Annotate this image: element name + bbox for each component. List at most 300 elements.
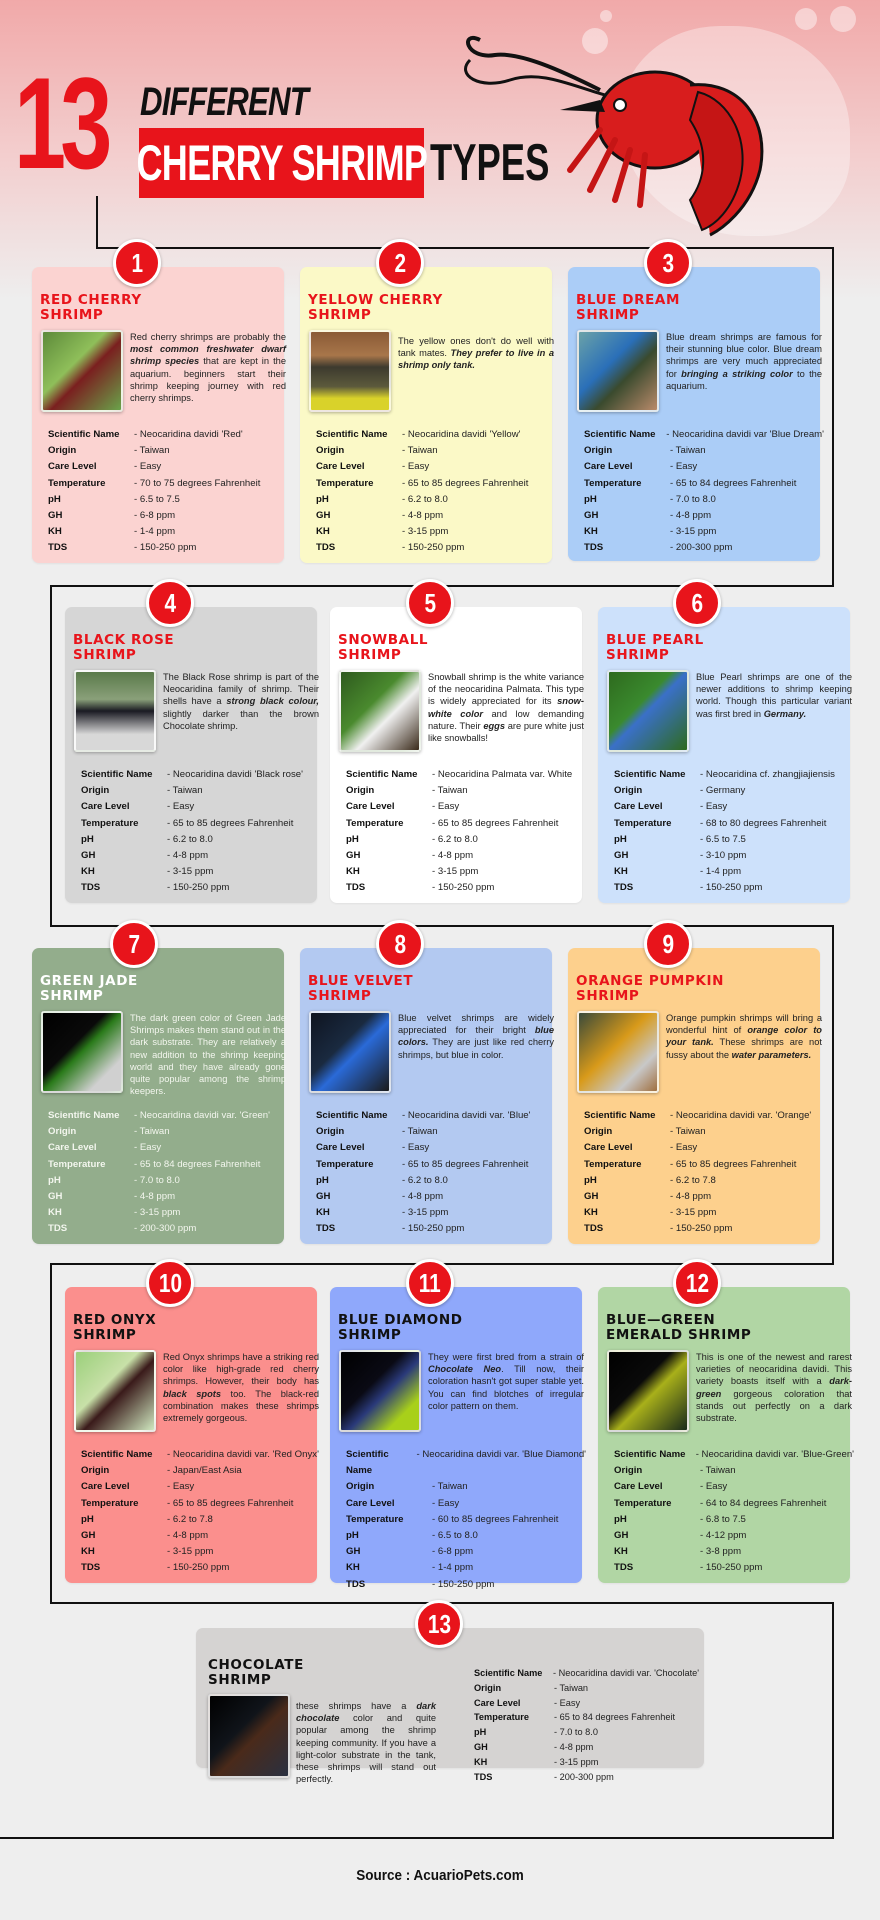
spec-row-ph	[81, 832, 321, 848]
spec-label: KH	[474, 1756, 488, 1767]
spec-label: Origin	[584, 1126, 613, 1138]
spec-row-care-level	[614, 799, 854, 815]
shrimp-card-11	[330, 1287, 586, 1590]
spec-value: - Japan/East Asia	[167, 1465, 242, 1477]
spec-label: TDS	[474, 1771, 493, 1782]
spec-row-temperature	[48, 1157, 288, 1173]
spec-row-scientific-name	[48, 427, 288, 443]
spec-value: - Taiwan	[134, 1126, 170, 1138]
spec-row-origin	[614, 783, 854, 799]
spec-value: - 4-8 ppm	[670, 1191, 712, 1203]
card-title-line2: SHRIMP	[308, 988, 372, 1004]
spec-label: Origin	[346, 785, 375, 797]
spec-value: - Taiwan	[167, 785, 203, 797]
spec-row-care-level	[81, 799, 321, 815]
spec-row-temperature	[346, 1512, 586, 1528]
description-text: that are kept in the aquarium. beginners start their shrimp keeping journey with red cherry shrimps.	[130, 356, 286, 404]
spec-row-care-level	[316, 459, 556, 475]
emphasis-text: eggs	[483, 720, 506, 731]
spec-row-gh	[584, 1189, 824, 1205]
spec-row-ph	[48, 1173, 288, 1189]
spec-row-kh	[614, 1544, 854, 1560]
spec-row-care-level	[48, 1140, 288, 1156]
card-title	[606, 633, 704, 663]
card-description	[296, 1700, 436, 1785]
spec-label: Origin	[81, 1465, 110, 1477]
spec-label: TDS	[584, 1223, 604, 1235]
spec-row-kh	[584, 524, 824, 540]
spec-list	[584, 1108, 824, 1238]
spec-row-origin	[474, 1681, 699, 1696]
step-number: 11	[419, 1267, 441, 1298]
spec-value: - Taiwan	[134, 445, 170, 457]
spec-label: Temperature	[346, 817, 404, 829]
spec-row-ph	[584, 1173, 824, 1189]
spec-row-gh	[81, 848, 321, 864]
spec-value: - 200-300 ppm	[554, 1771, 614, 1782]
emphasis-text: orange color to your tank.	[666, 1025, 822, 1048]
spec-label: KH	[346, 1562, 360, 1574]
spec-label: Care Level	[584, 461, 633, 473]
spec-label: KH	[81, 866, 95, 878]
spec-label: Scientific Name	[316, 429, 388, 440]
spec-value: - 7.0 to 8.0	[134, 1174, 180, 1186]
hero-subtitle: DIFFERENT	[140, 80, 309, 124]
spec-label: Temperature	[346, 1513, 404, 1525]
emphasis-text: dark chocolate	[296, 1701, 436, 1724]
spec-row-ph	[316, 1173, 556, 1189]
spec-row-tds	[584, 1221, 824, 1237]
spec-label: Scientific Name	[474, 1668, 543, 1678]
shrimp-card-12	[598, 1287, 854, 1583]
spec-value: - 200-300 ppm	[670, 542, 733, 554]
spec-label: GH	[346, 1546, 361, 1558]
spec-value: - 65 to 84 degrees Fahrenheit	[670, 477, 797, 489]
spec-label: Care Level	[346, 801, 395, 813]
spec-value: - 6.2 to 8.0	[402, 1174, 448, 1186]
spec-row-scientific-name	[346, 1447, 586, 1479]
spec-row-kh	[346, 1560, 586, 1576]
step-number: 1	[131, 247, 143, 278]
card-description	[130, 331, 286, 404]
card-title-line2: SHRIMP	[338, 1327, 402, 1343]
spec-value: - 65 to 85 degrees Fahrenheit	[402, 1158, 529, 1170]
spec-label: Origin	[316, 1126, 345, 1138]
spec-row-ph	[316, 492, 556, 508]
spec-row-kh	[81, 1544, 321, 1560]
spec-value: - 68 to 80 degrees Fahrenheit	[700, 817, 827, 829]
description-text: to the aquarium.	[666, 368, 822, 391]
spec-value: - Taiwan	[432, 1481, 468, 1493]
spec-value: - 6.2 to 8.0	[432, 833, 478, 845]
spec-value: - 6.5 to 7.5	[134, 493, 180, 505]
card-title-line1: CHOCOLATE	[208, 1657, 304, 1673]
spec-label: Temperature	[474, 1712, 529, 1723]
spec-label: Temperature	[316, 1158, 374, 1170]
spec-label: GH	[316, 1191, 331, 1203]
spec-row-care-level	[346, 1496, 586, 1512]
step-number-badge	[146, 579, 194, 627]
card-description	[696, 671, 852, 720]
spec-row-ph	[614, 832, 854, 848]
spec-row-ph	[81, 1512, 321, 1528]
spec-label: GH	[584, 510, 599, 522]
spec-label: Origin	[81, 785, 110, 797]
spec-label: KH	[316, 1207, 330, 1219]
spec-row-tds	[346, 880, 586, 896]
spec-value: - 65 to 85 degrees Fahrenheit	[432, 817, 559, 829]
shrimp-card-6	[598, 607, 850, 903]
spec-row-ph	[346, 832, 586, 848]
spec-value: - 4-8 ppm	[402, 1191, 444, 1203]
card-title-line1: BLUE VELVET	[308, 973, 414, 989]
spec-value: - Easy	[134, 1142, 162, 1154]
spec-row-temperature	[81, 1496, 321, 1512]
card-title	[308, 974, 413, 1004]
card-description	[696, 1351, 852, 1424]
spec-row-kh	[81, 864, 321, 880]
spec-row-gh	[614, 848, 854, 864]
emphasis-text: bringing a striking color	[681, 368, 793, 379]
spec-label: TDS	[316, 542, 336, 554]
connector-line	[50, 585, 52, 926]
spec-row-scientific-name	[81, 1447, 321, 1463]
spec-value: - Neocaridina cf. zhangjiajiensis	[700, 769, 835, 780]
spec-row-kh	[474, 1755, 699, 1770]
card-title	[338, 1313, 463, 1343]
spec-value: - Taiwan	[700, 1465, 736, 1477]
spec-value: - 150-250 ppm	[167, 882, 230, 894]
card-title	[576, 293, 680, 323]
spec-row-temperature	[48, 476, 288, 492]
emphasis-text: dark-green	[696, 1376, 852, 1399]
spec-label: pH	[316, 1174, 329, 1186]
connector-line	[832, 1602, 834, 1838]
card-title	[308, 293, 443, 323]
spec-label: GH	[81, 1530, 96, 1542]
shrimp-photo	[309, 1011, 391, 1093]
step-number: 2	[394, 247, 406, 278]
spec-label: TDS	[346, 1578, 366, 1590]
spec-row-kh	[614, 864, 854, 880]
description-text: Orange pumpkin shrimps will bring a wonderful hint of	[666, 1013, 822, 1036]
card-title-line2: SHRIMP	[73, 1327, 137, 1343]
description-text: Blue dream shrimps are famous for their stunning blue color. Blue dream shrimps are very much appreciated for	[666, 332, 822, 379]
spec-label: Temperature	[81, 1497, 139, 1509]
hero-title: CHERRY SHRIMP	[136, 135, 427, 191]
spec-value: - 3-15 ppm	[554, 1756, 599, 1767]
spec-value: - Easy	[402, 461, 430, 473]
spec-value: - 150-250 ppm	[134, 542, 197, 554]
shrimp-photo	[577, 1011, 659, 1093]
shrimp-card-3	[568, 267, 824, 561]
spec-label: Care Level	[584, 1142, 633, 1154]
shrimp-photo	[309, 330, 391, 412]
spec-label: Care Level	[81, 1481, 130, 1493]
spec-row-temperature	[81, 816, 321, 832]
emphasis-text: Germany.	[763, 708, 807, 719]
spec-label: Scientific Name	[81, 769, 153, 780]
spec-label: GH	[81, 850, 96, 862]
spec-value: - Easy	[554, 1697, 581, 1708]
spec-value: - 6.5 to 8.0	[432, 1530, 478, 1542]
spec-value: - 150-250 ppm	[402, 1223, 465, 1235]
spec-label: Scientific Name	[81, 1449, 153, 1460]
spec-row-kh	[316, 524, 556, 540]
card-description	[428, 1351, 584, 1412]
spec-value: - 3-15 ppm	[670, 526, 717, 538]
spec-value: - 4-8 ppm	[670, 510, 712, 522]
spec-value: - Taiwan	[432, 785, 468, 797]
spec-row-ph	[346, 1528, 586, 1544]
shrimp-photo	[577, 330, 659, 412]
spec-label: Temperature	[584, 477, 642, 489]
emphasis-text: strong black colour,	[226, 696, 319, 707]
spec-row-care-level	[346, 799, 586, 815]
description-text: They are just like red cherry shrimps, but blue in color.	[398, 1037, 554, 1060]
spec-row-kh	[346, 864, 586, 880]
spec-row-care-level	[584, 1140, 824, 1156]
step-number-badge	[644, 920, 692, 968]
spec-value: - 7.0 to 8.0	[670, 493, 716, 505]
spec-value: - 150-250 ppm	[167, 1562, 230, 1574]
spec-label: Scientific Name	[346, 1449, 389, 1477]
spec-row-scientific-name	[346, 767, 586, 783]
spec-row-temperature	[614, 816, 854, 832]
description-text: color and quite popular among the shrimp keeping community. If you have a light-color substrate in the tank, these shrimps will stand out perfectly.	[296, 1713, 436, 1785]
card-title-line2: SHRIMP	[208, 1672, 272, 1688]
spec-value: - 4-8 ppm	[432, 850, 474, 862]
spec-value: - 1-4 ppm	[432, 1562, 474, 1574]
card-title	[73, 633, 174, 663]
description-text: and low demanding nature. Their	[428, 708, 584, 731]
card-title-line1: BLACK ROSE	[73, 632, 175, 648]
spec-list	[614, 767, 854, 897]
card-title-line2: SHRIMP	[576, 988, 640, 1004]
spec-value: - 150-250 ppm	[432, 1578, 495, 1590]
spec-list	[614, 1447, 854, 1577]
spec-value: - Neocaridina davidi var. 'Chocolate'	[553, 1668, 699, 1678]
spec-value: - Easy	[134, 461, 162, 473]
card-title-line2: SHRIMP	[338, 647, 402, 663]
spec-label: Temperature	[48, 1158, 106, 1170]
card-title-line1: BLUE DREAM	[576, 292, 681, 308]
spec-value: - 4-8 ppm	[134, 1191, 176, 1203]
shrimp-photo	[607, 670, 689, 752]
spec-label: KH	[48, 526, 62, 538]
spec-label: Scientific Name	[584, 429, 656, 440]
connector-line	[96, 196, 98, 248]
spec-label: pH	[614, 833, 627, 845]
spec-row-origin	[81, 783, 321, 799]
spec-label: Temperature	[614, 1497, 672, 1509]
spec-label: pH	[474, 1727, 487, 1738]
spec-value: - 150-250 ppm	[700, 882, 763, 894]
spec-value: - Easy	[167, 801, 195, 813]
spec-label: TDS	[48, 1223, 68, 1235]
spec-value: - Easy	[432, 1497, 460, 1509]
shrimp-photo	[607, 1350, 689, 1432]
emphasis-text: blue colors.	[398, 1025, 554, 1048]
card-title-line1: SNOWBALL	[338, 632, 429, 648]
spec-value: - Easy	[402, 1142, 430, 1154]
spec-row-tds	[81, 880, 321, 896]
spec-value: - 65 to 85 degrees Fahrenheit	[167, 817, 294, 829]
card-title-line1: RED CHERRY	[40, 292, 142, 308]
spec-value: - Neocaridina davidi var. 'Blue'	[402, 1110, 531, 1121]
source-credit: Source : AcuarioPets.com	[356, 1867, 524, 1884]
spec-value: - Easy	[700, 1481, 728, 1493]
spec-list	[584, 427, 824, 557]
step-number: 6	[691, 587, 703, 618]
spec-row-tds	[614, 1560, 854, 1576]
spec-value: - 3-15 ppm	[402, 526, 449, 538]
card-title-line1: BLUE DIAMOND	[338, 1312, 463, 1328]
spec-label: KH	[614, 1546, 628, 1558]
step-number-badge	[376, 239, 424, 287]
spec-row-gh	[81, 1528, 321, 1544]
emphasis-text: They prefer to live in a shrimp only tank.	[398, 348, 554, 371]
spec-label: Origin	[614, 785, 643, 797]
spec-row-care-level	[48, 459, 288, 475]
step-number: 4	[164, 587, 176, 618]
spec-value: - 6.2 to 7.8	[670, 1174, 716, 1186]
spec-list	[474, 1666, 699, 1784]
spec-value: - 3-15 ppm	[402, 1207, 449, 1219]
spec-value: - 150-250 ppm	[670, 1223, 733, 1235]
connector-line	[832, 925, 834, 1264]
spec-label: Scientific Name	[48, 1110, 120, 1121]
spec-value: - 65 to 85 degrees Fahrenheit	[167, 1497, 294, 1509]
spec-value: - 3-15 ppm	[670, 1207, 717, 1219]
shrimp-photo	[74, 1350, 156, 1432]
card-description	[398, 1012, 554, 1061]
spec-value: - Neocaridina Palmata var. White	[432, 769, 573, 780]
spec-row-origin	[584, 1124, 824, 1140]
description-text: Blue Pearl shrimps are one of the newer additions to shrimp keeping world. Though this particular variant was first bred in	[696, 672, 852, 719]
spec-row-scientific-name	[48, 1108, 288, 1124]
spec-label: GH	[346, 850, 361, 862]
spec-value: - 4-12 ppm	[700, 1530, 747, 1542]
description-text: too. The black-red combination makes these shrimps extremely gorgeous.	[163, 1388, 319, 1424]
spec-row-care-level	[614, 1479, 854, 1495]
shrimp-photo	[339, 1350, 421, 1432]
card-title	[73, 1313, 156, 1343]
spec-value: - Easy	[432, 801, 460, 813]
step-number: 9	[662, 928, 674, 959]
card-title-line2: SHRIMP	[40, 307, 104, 323]
description-text: Blue velvet shrimps are widely appreciated for their bright	[398, 1013, 554, 1036]
spec-row-origin	[48, 443, 288, 459]
spec-label: Care Level	[316, 461, 365, 473]
card-title-line2: SHRIMP	[576, 307, 640, 323]
spec-label: KH	[584, 1207, 598, 1219]
spec-row-gh	[614, 1528, 854, 1544]
spec-label: GH	[316, 510, 331, 522]
spec-row-origin	[316, 1124, 556, 1140]
description-text: The dark green color of Green Jade Shrimps makes them stand out in the dark substrate. They are relatively a new addition to the shrimp keeping world and they have already gone quite popular among the shrimp keepers.	[130, 1013, 286, 1097]
step-number: 12	[685, 1267, 709, 1298]
shrimp-photo	[41, 1011, 123, 1093]
spec-row-care-level	[81, 1479, 321, 1495]
shrimp-photo	[339, 670, 421, 752]
spec-row-tds	[316, 540, 556, 556]
shrimp-card-5	[330, 607, 582, 903]
spec-value: - Taiwan	[402, 1126, 438, 1138]
step-number: 3	[662, 247, 674, 278]
spec-label: KH	[614, 866, 628, 878]
card-title-line2: SHRIMP	[40, 988, 104, 1004]
spec-row-scientific-name	[81, 767, 321, 783]
spec-label: TDS	[346, 882, 366, 894]
card-title-line2: SHRIMP	[73, 647, 137, 663]
spec-label: Care Level	[346, 1497, 395, 1509]
spec-row-temperature	[584, 476, 824, 492]
step-number: 8	[394, 928, 406, 959]
spec-label: GH	[614, 850, 629, 862]
card-description	[163, 1351, 319, 1424]
spec-label: Care Level	[474, 1697, 521, 1708]
spec-row-care-level	[316, 1140, 556, 1156]
card-title-line1: BLUE PEARL	[606, 632, 704, 648]
spec-row-scientific-name	[316, 427, 556, 443]
spec-row-care-level	[474, 1696, 699, 1711]
card-title-line2: SHRIMP	[308, 307, 372, 323]
spec-value: - 4-8 ppm	[167, 850, 209, 862]
spec-label: GH	[48, 510, 63, 522]
card-title	[606, 1313, 751, 1343]
spec-value: - Neocaridina davidi var 'Blue Dream'	[666, 429, 824, 440]
spec-label: Origin	[48, 445, 77, 457]
spec-value: - 3-10 ppm	[700, 850, 747, 862]
spec-value: - 65 to 84 degrees Fahrenheit	[554, 1712, 676, 1723]
description-text: gorgeous coloration that stands out perfectly on a dark substrate.	[696, 1388, 852, 1424]
spec-value: - 3-15 ppm	[167, 866, 214, 878]
spec-label: pH	[584, 1174, 597, 1186]
spec-value: - 200-300 ppm	[134, 1223, 197, 1235]
spec-value: - 6.2 to 8.0	[167, 833, 213, 845]
spec-value: - 6-8 ppm	[432, 1546, 474, 1558]
card-description	[163, 671, 319, 732]
spec-value: - 3-15 ppm	[432, 866, 479, 878]
spec-list	[48, 1108, 288, 1238]
spec-value: - 4-8 ppm	[167, 1530, 209, 1542]
step-number-badge	[110, 920, 158, 968]
shrimp-card-4	[65, 607, 317, 903]
spec-label: Care Level	[614, 1481, 663, 1493]
card-description	[398, 335, 554, 372]
description-text: Red cherry shrimps are probably the	[130, 332, 286, 342]
card-title	[40, 293, 142, 323]
spec-row-scientific-name	[584, 427, 824, 443]
spec-label: TDS	[614, 1562, 634, 1574]
spec-row-temperature	[474, 1710, 699, 1725]
spec-label: Care Level	[81, 801, 130, 813]
spec-row-origin	[584, 443, 824, 459]
description-text: Red Onyx shrimps have a striking red color like high-grade red cherry shrimps. However, their body has	[163, 1352, 319, 1387]
spec-row-gh	[48, 1189, 288, 1205]
spec-value: - Neocaridina davidi var. 'Red Onyx'	[167, 1449, 319, 1460]
spec-value: - 150-250 ppm	[700, 1562, 763, 1574]
spec-label: Temperature	[316, 477, 374, 489]
spec-value: - Easy	[670, 461, 698, 473]
shrimp-card-2	[300, 267, 552, 563]
spec-list	[316, 1108, 556, 1238]
hero-number: 13	[14, 50, 107, 196]
connector-line	[96, 247, 833, 249]
spec-label: KH	[346, 866, 360, 878]
card-title-line1: GREEN JADE	[40, 973, 138, 989]
